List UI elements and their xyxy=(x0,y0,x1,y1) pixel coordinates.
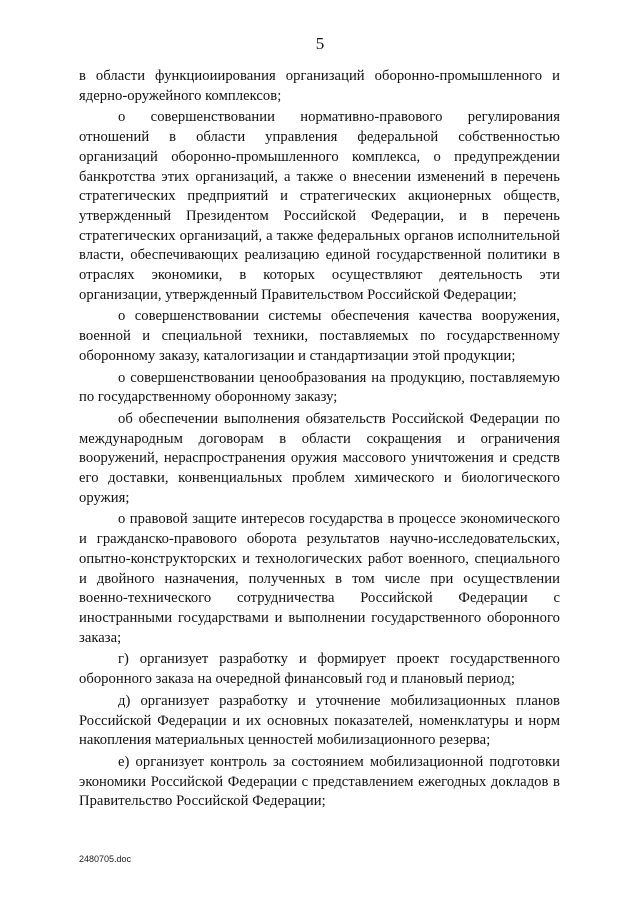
file-name-footer: 2480705.doc xyxy=(79,854,132,864)
paragraph: о совершенствовании ценообразования на продукцию, поставляемую по государственному оборонному заказу; xyxy=(79,369,560,406)
paragraph: е) организует контроль за состоянием мобилизационной подготовки экономики Российской Федерации с представлением ежегодных докладов в Правительство Российской Федерации; xyxy=(79,753,560,810)
paragraph: о совершенствовании системы обеспечения качества вооружения, военной и специальной техники, поставляемых по государственному оборонному заказу, каталогизации и стандартизации этой продукции; xyxy=(79,308,560,364)
page-number: 5 xyxy=(315,34,325,53)
paragraph: д) организует разработку и уточнение мобилизационных планов Российской Федерации и их основных показателей, номенклатуры и норм накопления материальных ценностей мобилизационного резерва; xyxy=(79,692,560,749)
paragraph: о правовой защите интересов государства в процессе экономического и гражданско-правового оборота результатов научно-исследовательских, опытно-конструкторских и технологических работ военного, специального и двойного назначения, полученных в том числе при осуществлении военно-технического сотрудничества Российской Федерации с иностранными государствами и выполнении государственного оборонного заказа; xyxy=(79,511,560,646)
paragraph: г) организует разработку и формирует проект государственного оборонного заказа на очередной финансовый год и плановый период; xyxy=(79,651,560,688)
paragraph: в области функциоиирования организаций оборонно-промышленного и ядерно-оружейного комплексов; xyxy=(79,68,560,104)
paragraph: о совершенствовании нормативно-правового регулирования отношений в области управления федеральной собственностью организаций оборонно-промышленного комплекса, о предупреждении банкротства этих организаций, а также о внесении изменений в перечень стратегических предприятий и стратегических акционерных обществ, утвержденный Президентом Российской Федерации, и в перечень стратегических организаций, а также федеральных органов исполнительной власти, обеспечивающих реализацию единой государственной политики в отраслях экономики, в которых осуществляют деятельность эти организации, утвержденный Правительством Российской Федерации; xyxy=(79,109,560,303)
document-body xyxy=(79,67,560,814)
paragraph: об обеспечении выполнения обязательств Российской Федерации по международным договорам в области сокращения и ограничения вооружений, нераспространения оружия массового уничтожения и средств его доставки, конвенциальных проблем химического и биологического оружия; xyxy=(79,410,560,506)
